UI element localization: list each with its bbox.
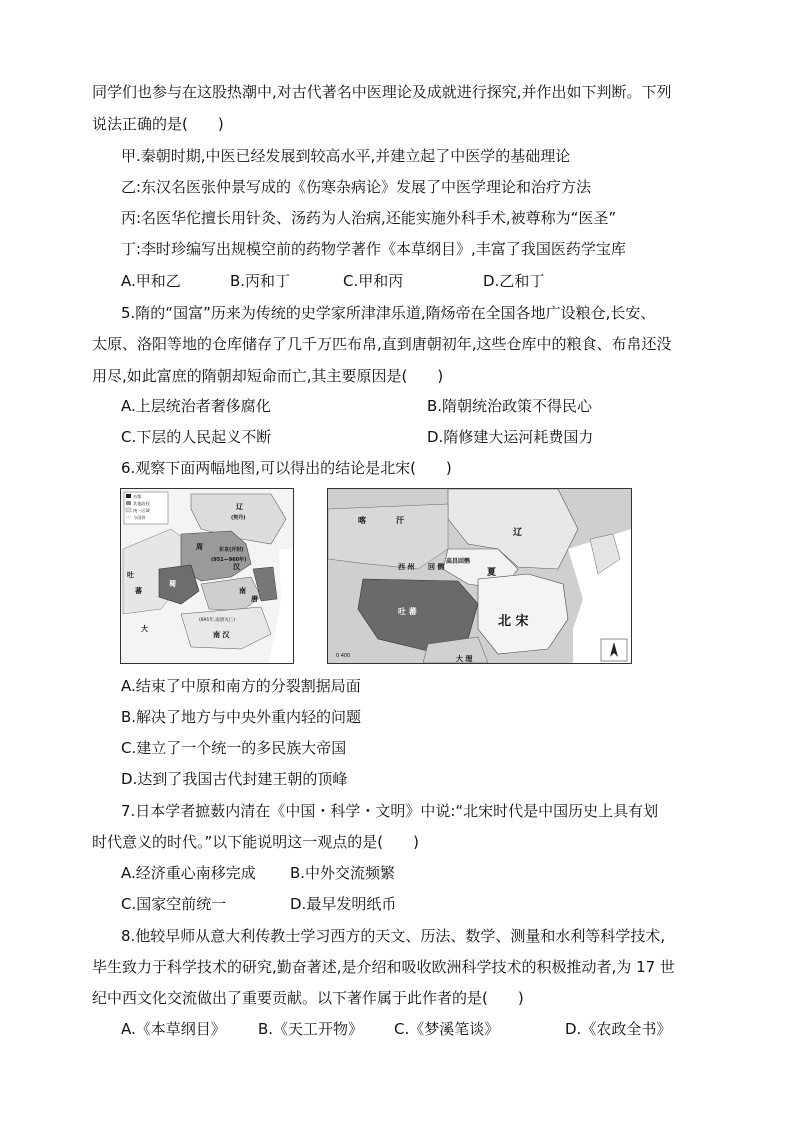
q5-stem-line3: 用尽,如此富庶的隋朝却短命而亡,其主要原因是( ) [92, 367, 444, 385]
map1-nanhan: 南 汉 [213, 631, 230, 639]
q7-option-d[interactable]: D.最早发明纸币 [290, 895, 397, 913]
q4-option-b[interactable]: B.丙和丁 [230, 272, 291, 290]
map2-huihu: 回 鹘 [428, 563, 445, 571]
q4-stem-line2: 说法正确的是( ) [92, 115, 224, 133]
q4-option-c[interactable]: C.甲和丙 [343, 272, 404, 290]
map2-scale: 0 400 [336, 653, 351, 659]
q6-option-b[interactable]: B.解决了地方与中央外重内轻的问题 [121, 708, 362, 726]
q5-option-b[interactable]: B.隋朝统治政策不得民心 [427, 397, 593, 415]
q6-stem-line1: 6.观察下面两幅地图,可以得出的结论是北宋( ) [121, 459, 452, 477]
map1-qidan: (契丹) [231, 515, 246, 521]
legend-unified: 统一区域 [133, 508, 150, 513]
q8-stem-line3: 纪中西文化交流做出了重要贡献。以下著作属于此作者的是( ) [92, 989, 524, 1007]
map2-tubo: 吐 蕃 [398, 607, 417, 616]
q5-option-c[interactable]: C.下层的人民起义不断 [121, 428, 272, 446]
q8-option-c[interactable]: C.《梦溪笔谈》 [394, 1020, 500, 1038]
map2-liao: 辽 [513, 528, 523, 538]
q8-stem-line1: 8.他较早师从意大利传教士学习西方的天文、历法、数学、测量和水利等科学技术, [121, 927, 666, 945]
legend-border: 今国界 [133, 515, 146, 520]
q5-option-d[interactable]: D.隋修建大运河耗费国力 [427, 428, 594, 446]
map1-fan: 蕃 [135, 587, 142, 595]
q5-stem-line1: 5.隋的“国富”历来为传统的史学家所津津乐道,隋炀帝在全国各地广设粮仓,长安、 [121, 304, 656, 322]
q5-stem-line2: 太原、洛阳等地的仓库储存了几千万匹布帛,直到唐朝初年,这些仓库中的粮食、布帛还没 [92, 335, 672, 353]
northern-song-map [327, 488, 632, 664]
map2-gaochang: 高昌回鹘 [446, 558, 471, 565]
map1-note: (891年,南唐灭亡) [199, 618, 236, 623]
map1-da: 大 [141, 625, 148, 633]
map2-han: 汗 [396, 516, 404, 525]
map1-shu: 蜀 [169, 580, 176, 588]
map2-kara: 喀 [358, 516, 366, 525]
map1-liao: 辽 [236, 503, 243, 511]
legend-other: 其他政权 [133, 501, 150, 506]
q6-option-d[interactable]: D.达到了我国古代封建王朝的顶峰 [121, 770, 348, 788]
map1-tang: 唐 [251, 595, 258, 603]
q5-option-a[interactable]: A.上层统治者奢侈腐化 [121, 397, 271, 415]
map1-han: 汉 [233, 563, 240, 571]
q4-option-a[interactable]: A.甲和乙 [121, 272, 181, 290]
map1-dongjing: 东京(开封) [219, 547, 244, 553]
map2-xizhou: 西 州 [398, 563, 415, 571]
q4-statement-yi: 乙:东汉名医张仲景写成的《伤寒杂病论》发展了中医学理论和治疗方法 [121, 178, 592, 196]
map2-beisong: 北 宋 [498, 614, 529, 629]
legend-capital: 首都 [133, 494, 142, 499]
q4-option-d[interactable]: D.乙和丁 [483, 272, 545, 290]
q6-option-c[interactable]: C.建立了一个统一的多民族大帝国 [121, 739, 347, 757]
q8-option-d[interactable]: D.《农政全书》 [565, 1020, 672, 1038]
map1-nan: 南 [239, 587, 246, 595]
q7-option-b[interactable]: B.中外交流频繁 [290, 864, 396, 882]
map2-xia: 夏 [487, 568, 497, 578]
q7-option-a[interactable]: A.经济重心南移完成 [121, 864, 256, 882]
q8-option-a[interactable]: A.《本草纲目》 [121, 1020, 226, 1038]
q4-statement-jia: 甲.秦朝时期,中医已经发展到较高水平,并建立起了中医学的基础理论 [121, 147, 571, 165]
q7-stem-line1: 7.日本学者摭薮内清在《中国・科学・文明》中说:“北宋时代是中国历史上具有划 [121, 802, 659, 820]
q4-statement-bing: 丙:名医华佗擅长用针灸、汤药为人治病,还能实施外科手术,被尊称为“医圣” [121, 209, 617, 227]
q8-option-b[interactable]: B.《天工开物》 [258, 1020, 364, 1038]
map1-tu: 吐 [127, 571, 134, 579]
map1-zhou: 周 [196, 543, 203, 551]
north-arrow-icon [601, 639, 627, 661]
q8-stem-line2: 毕生致力于科学技术的研究,勤奋著述,是介绍和吸收欧洲科学技术的积极推动者,为 17 世 [92, 958, 675, 976]
q7-stem-line2: 时代意义的时代。”以下能说明这一观点的是( ) [92, 833, 419, 851]
q4-statement-ding: 丁:李时珍编写出规模空前的药物学著作《本草纲目》,丰富了我国医药学宝库 [121, 240, 626, 258]
q6-option-a[interactable]: A.结束了中原和南方的分裂割据局面 [121, 677, 361, 695]
q7-option-c[interactable]: C.国家空前统一 [121, 895, 227, 913]
five-dynasties-map [120, 488, 294, 664]
map1-years: (951—960年) [211, 557, 247, 563]
map2-dali: 大 理 [456, 655, 473, 663]
q4-stem-line1: 同学们也参与在这股热潮中,对古代著名中医理论及成就进行探究,并作出如下判断。下列 [92, 83, 672, 101]
